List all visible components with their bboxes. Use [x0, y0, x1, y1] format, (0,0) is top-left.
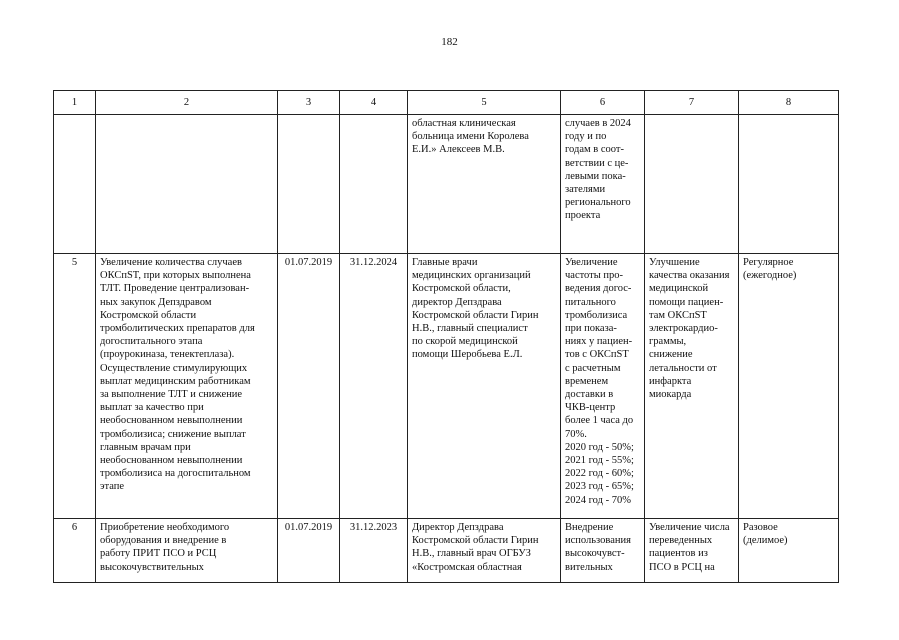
- table-row: [54, 115, 839, 254]
- header-cell: 2: [96, 91, 278, 115]
- responsible-cell: Директор Депздрава Костромской области Гирин Н.В., главный врач ОГБУЗ «Костромская областная: [408, 519, 561, 583]
- start-date-cell: 01.07.2019: [278, 254, 340, 519]
- result-cell: случаев в 2024 году и по годам в соот- ветствии с це- левыми пока- зателями регионального проекта: [561, 115, 645, 254]
- row-number-cell: 6: [54, 519, 96, 583]
- start-date-cell: [278, 115, 340, 254]
- character-cell: [739, 115, 839, 254]
- header-cell: 1: [54, 91, 96, 115]
- measures-table: [53, 90, 839, 583]
- result-cell: Внедрение использования высокочувст- вительных: [561, 519, 645, 583]
- end-date-cell: 31.12.2023: [340, 519, 408, 583]
- row-number-cell: 5: [54, 254, 96, 519]
- character-cell: Регулярное (ежегодное): [739, 254, 839, 519]
- header-cell: 4: [340, 91, 408, 115]
- result-cell: Увеличение частоты про- ведения догос- питального тромболизиса при показа- ниях у пациен- тов с ОКСпST с расчетным временем доставки в ЧКВ-центр более 1 часа до 70%. 2020 год - 50%; 2021 год - 55%; 2022 год - 60%; 2023 год - 65%; 2024 год - 70%: [561, 254, 645, 519]
- header-cell: 8: [739, 91, 839, 115]
- header-cell: 7: [645, 91, 739, 115]
- end-date-cell: 31.12.2024: [340, 254, 408, 519]
- header-cell: 6: [561, 91, 645, 115]
- indicator-cell: Увеличение числа переведенных пациентов из ПСО в РСЦ на: [645, 519, 739, 583]
- measure-cell: [96, 115, 278, 254]
- responsible-cell: областная клиническая больница имени Королева Е.И.» Алексеев М.В.: [408, 115, 561, 254]
- header-cell: 5: [408, 91, 561, 115]
- start-date-cell: 01.07.2019: [278, 519, 340, 583]
- header-row: [54, 91, 839, 115]
- measure-cell: Приобретение необходимого оборудования и внедрение в работу ПРИТ ПСО и РСЦ высокочувствительных: [96, 519, 278, 583]
- table-row: [54, 519, 839, 583]
- header-cell: 3: [278, 91, 340, 115]
- character-cell: Разовое (делимое): [739, 519, 839, 583]
- page-number: 182: [441, 36, 458, 48]
- measure-cell: Увеличение количества случаев ОКСпST, при которых выполнена ТЛТ. Проведение централизован- ных закупок Депздравом Костромской области тромболитических препаратов для догоспитального этапа (проурокиназа, тенектеплаза). Осуществление стимулирующих выплат медицинским работникам за выполнение ТЛТ и снижение выплат за качество при необоснованном невыполнении тромболизиса; снижение выплат главным врачам при необоснованном невыполнении тромболизиса на догоспитальном этапе: [96, 254, 278, 519]
- end-date-cell: [340, 115, 408, 254]
- responsible-cell: Главные врачи медицинских организаций Костромской области, директор Депздрава Костромской области Гирин Н.В., главный специалист по скорой медицинской помощи Шеробьева Е.Л.: [408, 254, 561, 519]
- row-number-cell: [54, 115, 96, 254]
- indicator-cell: Улучшение качества оказания медицинской помощи пациен- там ОКСпST электрокардио- граммы, снижение летальности от инфаркта миокарда: [645, 254, 739, 519]
- indicator-cell: [645, 115, 739, 254]
- table-row: [54, 254, 839, 519]
